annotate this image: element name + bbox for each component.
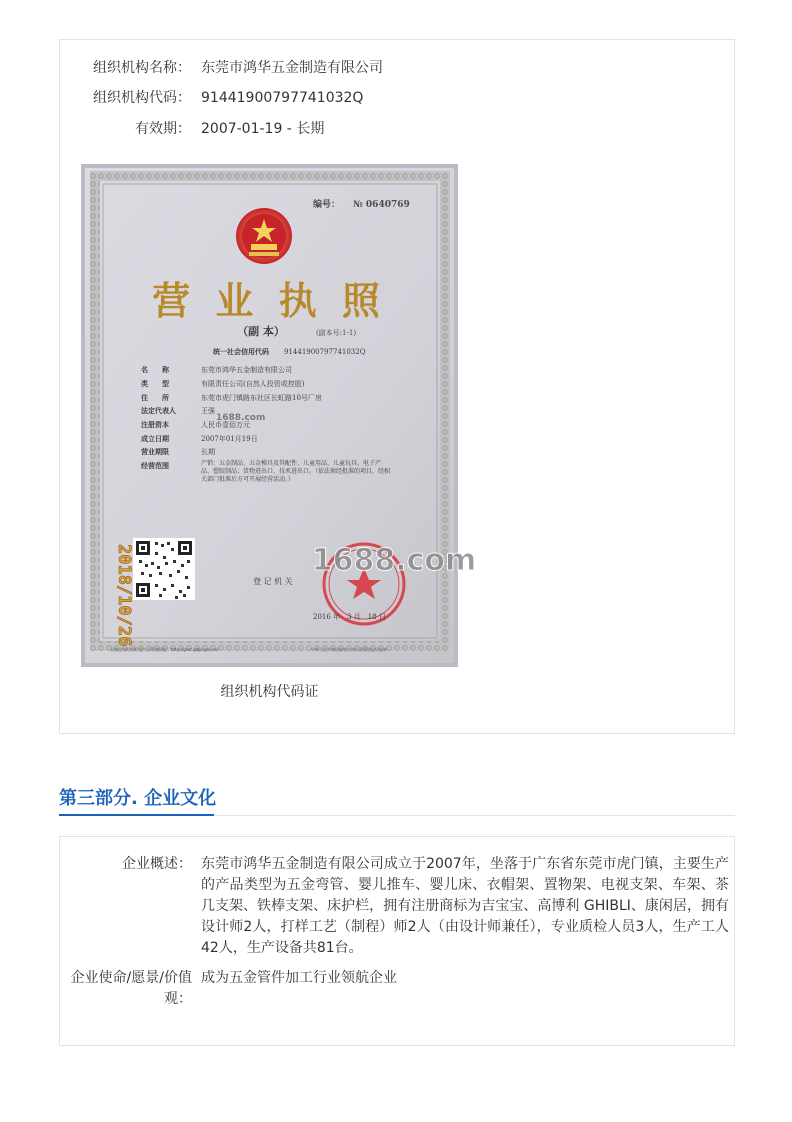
mission-row xyxy=(60,968,736,1012)
serial-label: 编号： xyxy=(313,200,341,210)
national-emblem-icon xyxy=(236,208,292,264)
row-label-scope: 经营范围 xyxy=(141,461,169,470)
row-value-capital: 人民币壹佰万元 xyxy=(201,421,250,429)
row-value-address: 东莞市虎门镇路东社区长虹路10号厂房 xyxy=(201,394,322,402)
certificate-caption: 组织机构代码证 xyxy=(220,684,319,700)
overview-label: 企业概述： xyxy=(122,856,192,872)
validity-label: 有效期： xyxy=(135,121,191,137)
row-label-term: 营业期限 xyxy=(141,447,169,456)
license-subtitle: （副 本） xyxy=(237,325,285,338)
org-code-value: 91441900797741032Q xyxy=(201,90,364,106)
row-label-name: 名 称 xyxy=(141,365,169,374)
mission-label: 企业使命/愿景/价值观： xyxy=(70,970,192,1007)
row-label-address: 住 所 xyxy=(141,393,169,402)
overview-value: 东莞市鸿华五金制造有限公司成立于2007年，坐落于广东省东莞市虎门镇，主要生产的产品类型为五金弯管、婴儿推车、婴儿床、衣帽架、置物架、电视支架、车架、茶几支架、铁棒支架、床护栏，拥有注册商标为吉宝宝、高博利 GHIBLI、康闲居，拥有设计师2人，打样工艺（制程）师2人（由设计师兼任），专业质检人员3人，生产工人42人，生产设备共81台。 xyxy=(201,856,729,956)
credit-code-value: 91441900797741032Q xyxy=(284,348,366,356)
watermark-text: 1688.com xyxy=(311,543,477,578)
qr-code-icon xyxy=(133,538,195,600)
small-watermark: 1688.com xyxy=(216,413,266,423)
row-value-term: 长期 xyxy=(201,448,215,456)
row-label-legal-rep: 法定代表人 xyxy=(141,406,176,415)
serial-value: № 0640769 xyxy=(353,200,410,210)
row-value-founded: 2007年01月19日 xyxy=(201,435,258,443)
row-value-name: 东莞市鸿华五金制造有限公司 xyxy=(201,366,292,374)
row-value-legal-rep: 王强 xyxy=(201,407,215,415)
validity-value: 2007-01-19 - 长期 xyxy=(201,121,325,137)
culture-panel xyxy=(59,836,735,1046)
authority-label: 登 记 机 关 xyxy=(253,577,293,586)
issue-date: 2016 年 3 月 18 日 xyxy=(313,613,386,621)
footer-left: 国家企业信用信息公示系统网址：http://gsxt.gdgs.gov.cn/ xyxy=(111,647,219,652)
row-value-type: 有限责任公司(自然人投资或控股) xyxy=(201,380,305,388)
business-license-image xyxy=(81,164,477,667)
org-name-value: 东莞市鸿华五金制造有限公司 xyxy=(201,60,383,76)
row-label-type: 类 型 xyxy=(141,379,169,388)
org-code-label: 组织机构代码： xyxy=(93,90,191,106)
license-title: 营 业 执 照 xyxy=(152,278,386,323)
row-label-founded: 成立日期 xyxy=(141,434,169,443)
section-title: 第三部分. 企业文化 xyxy=(59,788,217,809)
date-stamp: 2018/10/26 xyxy=(114,544,134,647)
org-info-panel xyxy=(59,39,735,734)
credit-code-label: 统一社会信用代码 xyxy=(213,347,269,356)
row-value-scope: 产销：五金制品、五金模具及其配件、儿童用品、儿童玩具、电子产品、塑胶制品；货物进出口、技术进出口。（依法须经批准的项目，经相关部门批准后方可开展经营活动。） xyxy=(201,460,391,483)
org-name-label: 组织机构名称： xyxy=(93,60,191,76)
mission-value: 成为五金管件加工行业领航企业 xyxy=(201,970,397,986)
section-title-underline xyxy=(59,814,214,816)
row-label-capital: 注册资本 xyxy=(141,420,169,429)
footer-right: 中华人民共和国国家工商行政管理总局监制 xyxy=(311,647,387,652)
license-photo xyxy=(81,164,477,667)
overview-row xyxy=(60,854,736,964)
license-copy-no: (副本号:1-1) xyxy=(315,329,357,337)
